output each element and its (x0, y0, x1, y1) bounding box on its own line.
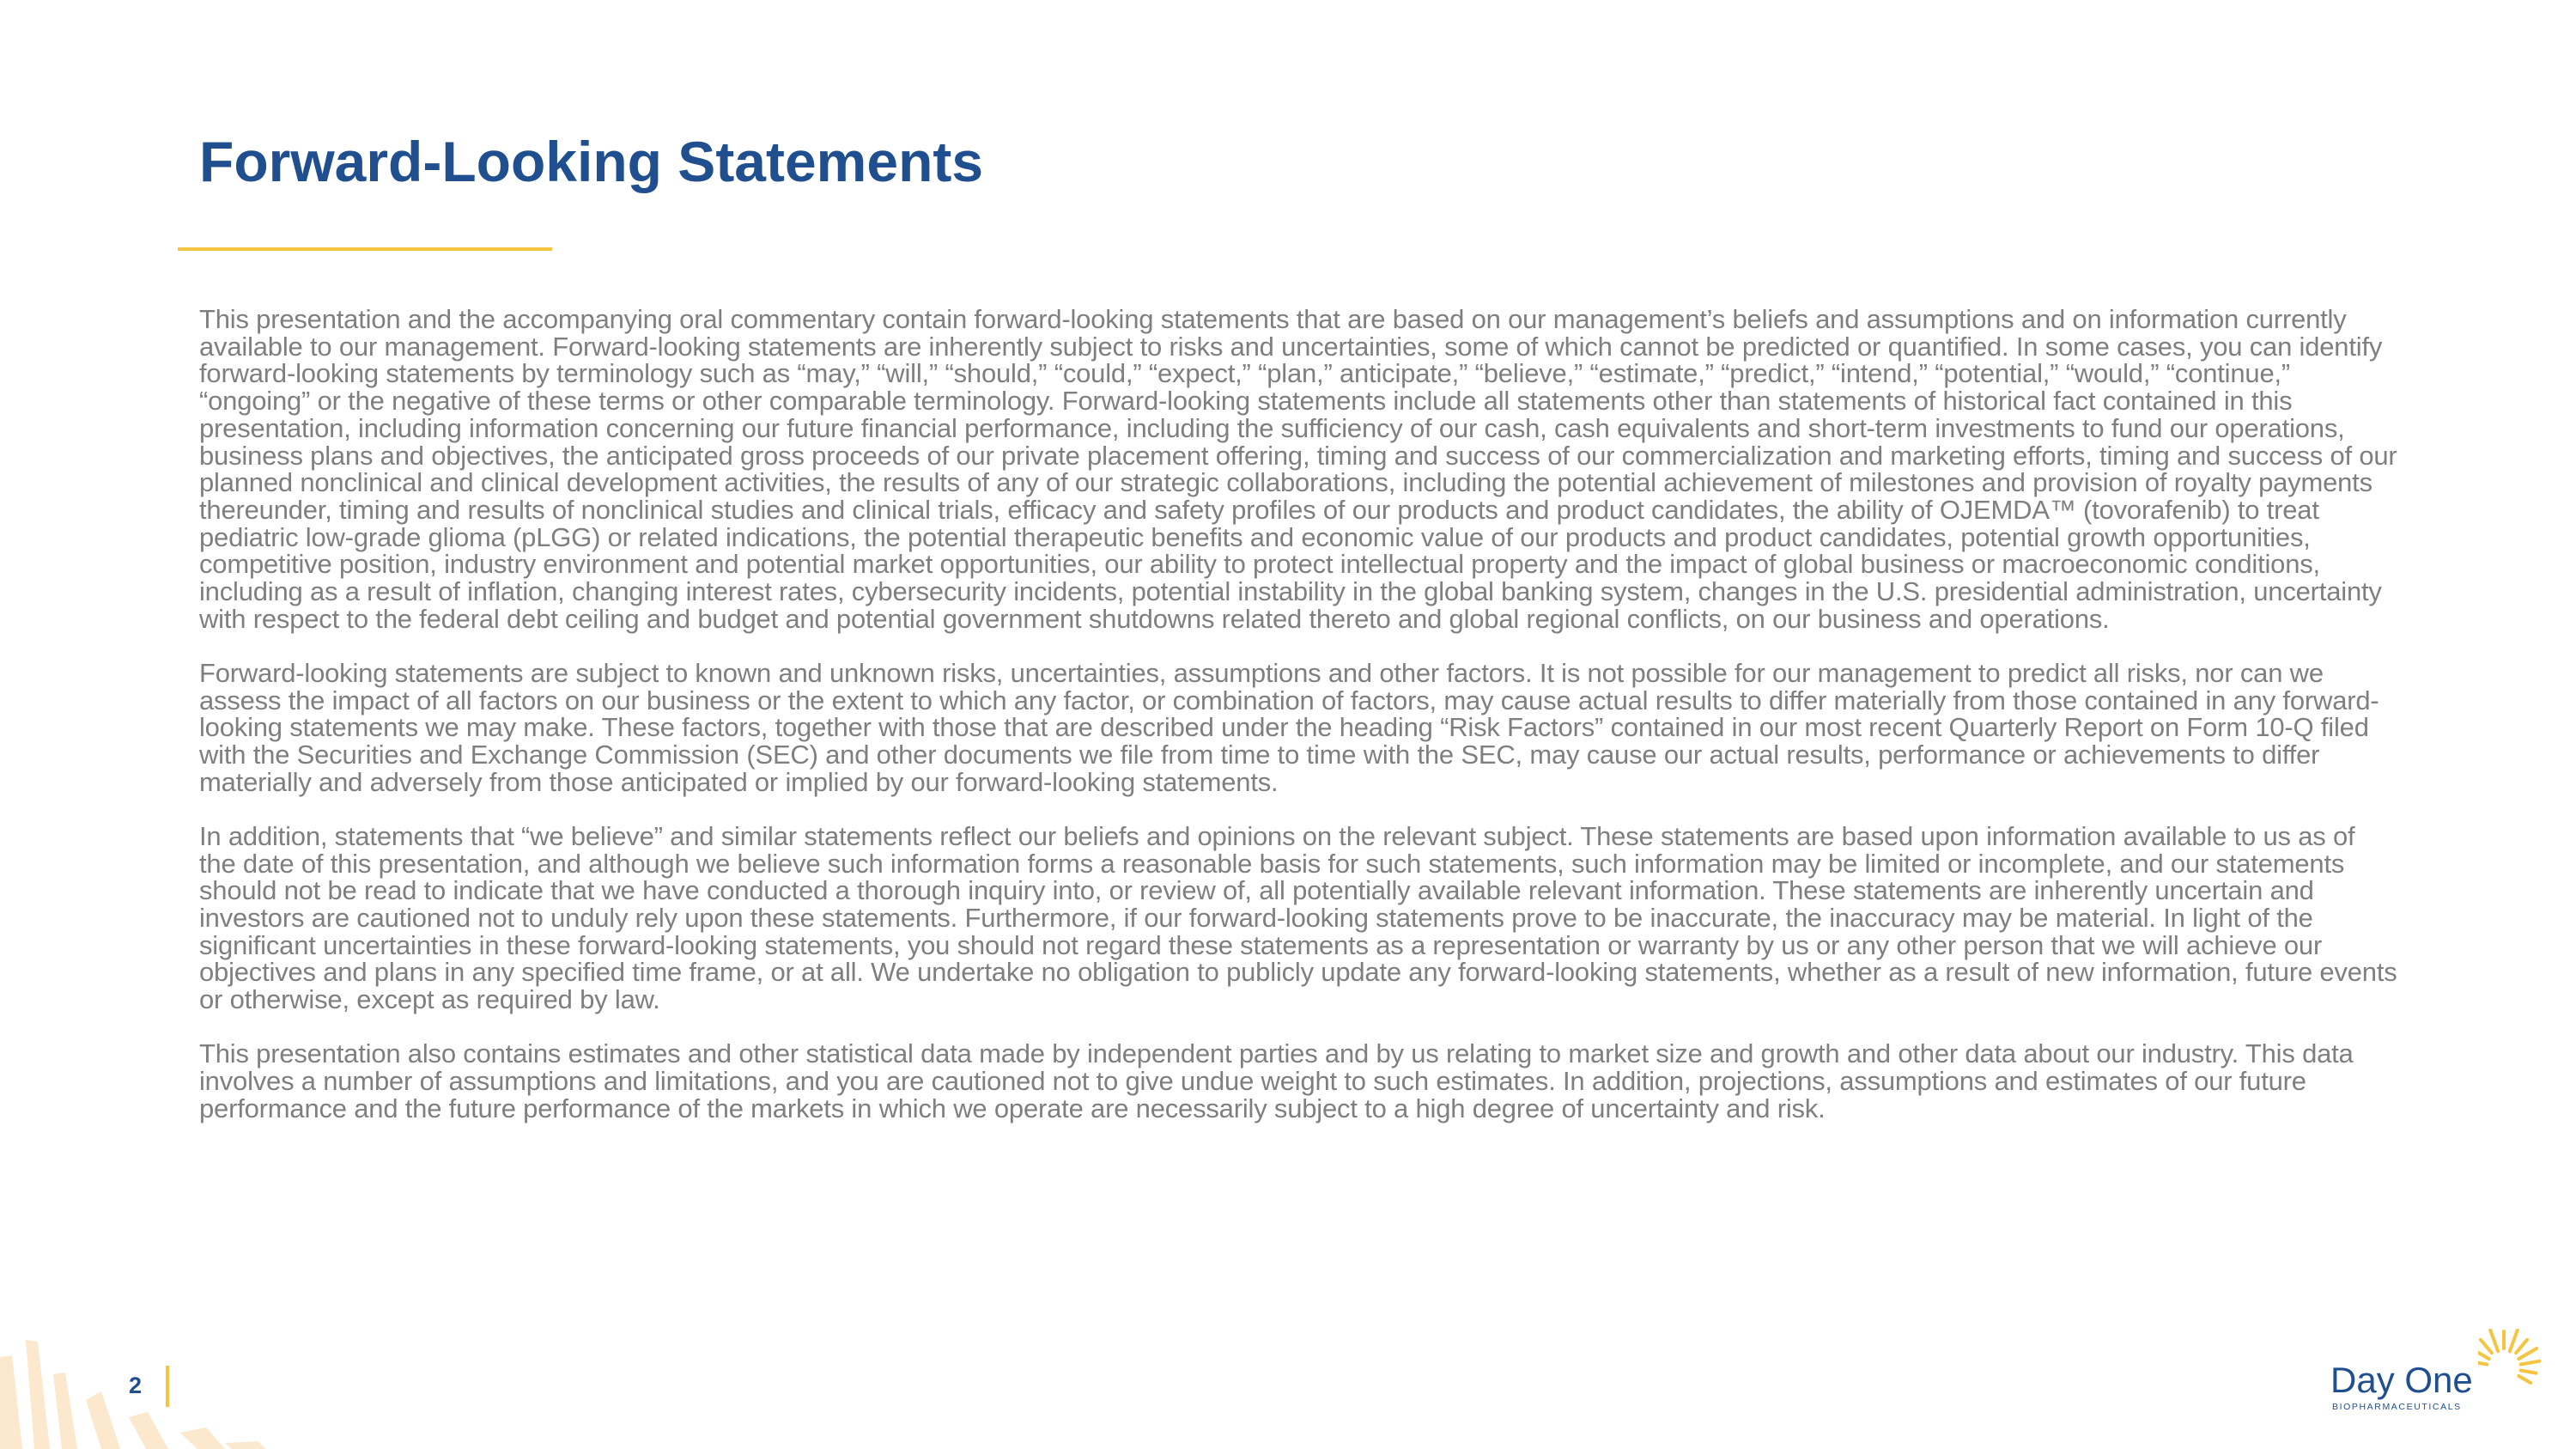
body-text (199, 306, 2397, 1149)
page-number: 2 (129, 1373, 143, 1398)
paragraph-4: This presentation also contains estimates and other statistical data made by independent parties and by us relating to market size and growth and other data about our industry. This data involves a number of assumptions and limitations, and you are cautioned not to give undue weight to such estimates. In addition, projections, assumptions and estimates of our future performance and the future performance of the markets in which we operate are necessarily subject to a high degree of uncertainty and risk. (199, 1038, 2354, 1123)
page-number-divider (166, 1366, 169, 1407)
paragraph-1: This presentation and the accompanying oral commentary contain forward-looking statements that are based on our management’s beliefs and assumptions and on information currently available to our management. Forward-looking statements are inherently subject to risks and uncertainties, some of which cannot be predicted or quantified. In some cases, you can identify forward-looking statements by terminology such as “may,” “will,” “should,” “could,” “expect,” “plan,” anticipate,” “believe,” “estimate,” “predict,” “intend,” “potential,” “would,” “continue,” “ongoing” or the negative of these terms or other comparable terminology. Forward-looking statements include all statements other than statements of historical fact contained in this presentation, including information concerning our future financial performance, including the sufficiency of our cash, cash equivalents and short-term investments to fund our operations, business plans and objectives, the anticipated gross proceeds of our private placement offering, timing and success of our commercialization and marketing efforts, timing and success of our planned nonclinical and clinical development activities, the results of any of our strategic collaborations, including the potential achievement of milestones and provision of royalty payments thereunder, timing and results of nonclinical studies and clinical trials, efficacy and safety profiles of our products and product candidates, the ability of OJEMDA™ (tovorafenib) to treat pediatric low-grade glioma (pLGG) or related indications, the potential therapeutic benefits and economic value of our products and product candidates, potential growth opportunities, competitive position, industry environment and potential market opportunities, our ability to protect intellectual property and the impact of global business or macroeconomic conditions, including as a result of inflation, changing interest rates, cybersecurity incidents, potential instability in the global banking system, changes in the U.S. presidential administration, uncertainty with respect to the federal debt ceiling and budget and potential government shutdowns related thereto and global regional conflicts, on our business and operations. (199, 304, 2397, 634)
company-logo (2330, 1324, 2545, 1419)
page-title: Forward-Looking Statements (199, 130, 984, 193)
title-underline (178, 247, 552, 251)
sunburst-icon (2478, 1324, 2545, 1391)
logo-name: Day One (2330, 1360, 2473, 1400)
paragraph-3: In addition, statements that “we believe” and similar statements reflect our beliefs and opinions on the relevant subject. These statements are based upon information available to us as of the date of this presentation, and although we believe such information forms a reasonable basis for such statements, such information may be limited or incomplete, and our statements should not be read to indicate that we have conducted a thorough inquiry into, or review of, all potentially available relevant information. These statements are inherently uncertain and investors are cautioned not to unduly rely upon these statements. Furthermore, if our forward-looking statements prove to be inaccurate, the inaccuracy may be material. In light of the significant uncertainties in these forward-looking statements, you should not regard these statements as a representation or warranty by us or any other person that we will achieve our objectives and plans in any specified time frame, or at all. We undertake no obligation to publicly update any forward-looking statements, whether as a result of new information, future events or otherwise, except as required by law. (199, 820, 2397, 1015)
logo-subtitle: BIOPHARMACEUTICALS (2332, 1402, 2462, 1412)
paragraph-2: Forward-looking statements are subject to known and unknown risks, uncertainties, assumptions and other factors. It is not possible for our management to predict all risks, nor can we assess the impact of all factors on our business or the extent to which any factor, or combination of factors, may cause actual results to differ materially from those contained in any forward-looking statements we may make. These factors, together with those that are described under the heading “Risk Factors” contained in our most recent Quarterly Report on Form 10-Q filed with the Securities and Exchange Commission (SEC) and other documents we file from time to time with the SEC, may cause our actual results, performance or achievements to differ materially and adversely from those anticipated or implied by our forward-looking statements. (199, 657, 2379, 797)
